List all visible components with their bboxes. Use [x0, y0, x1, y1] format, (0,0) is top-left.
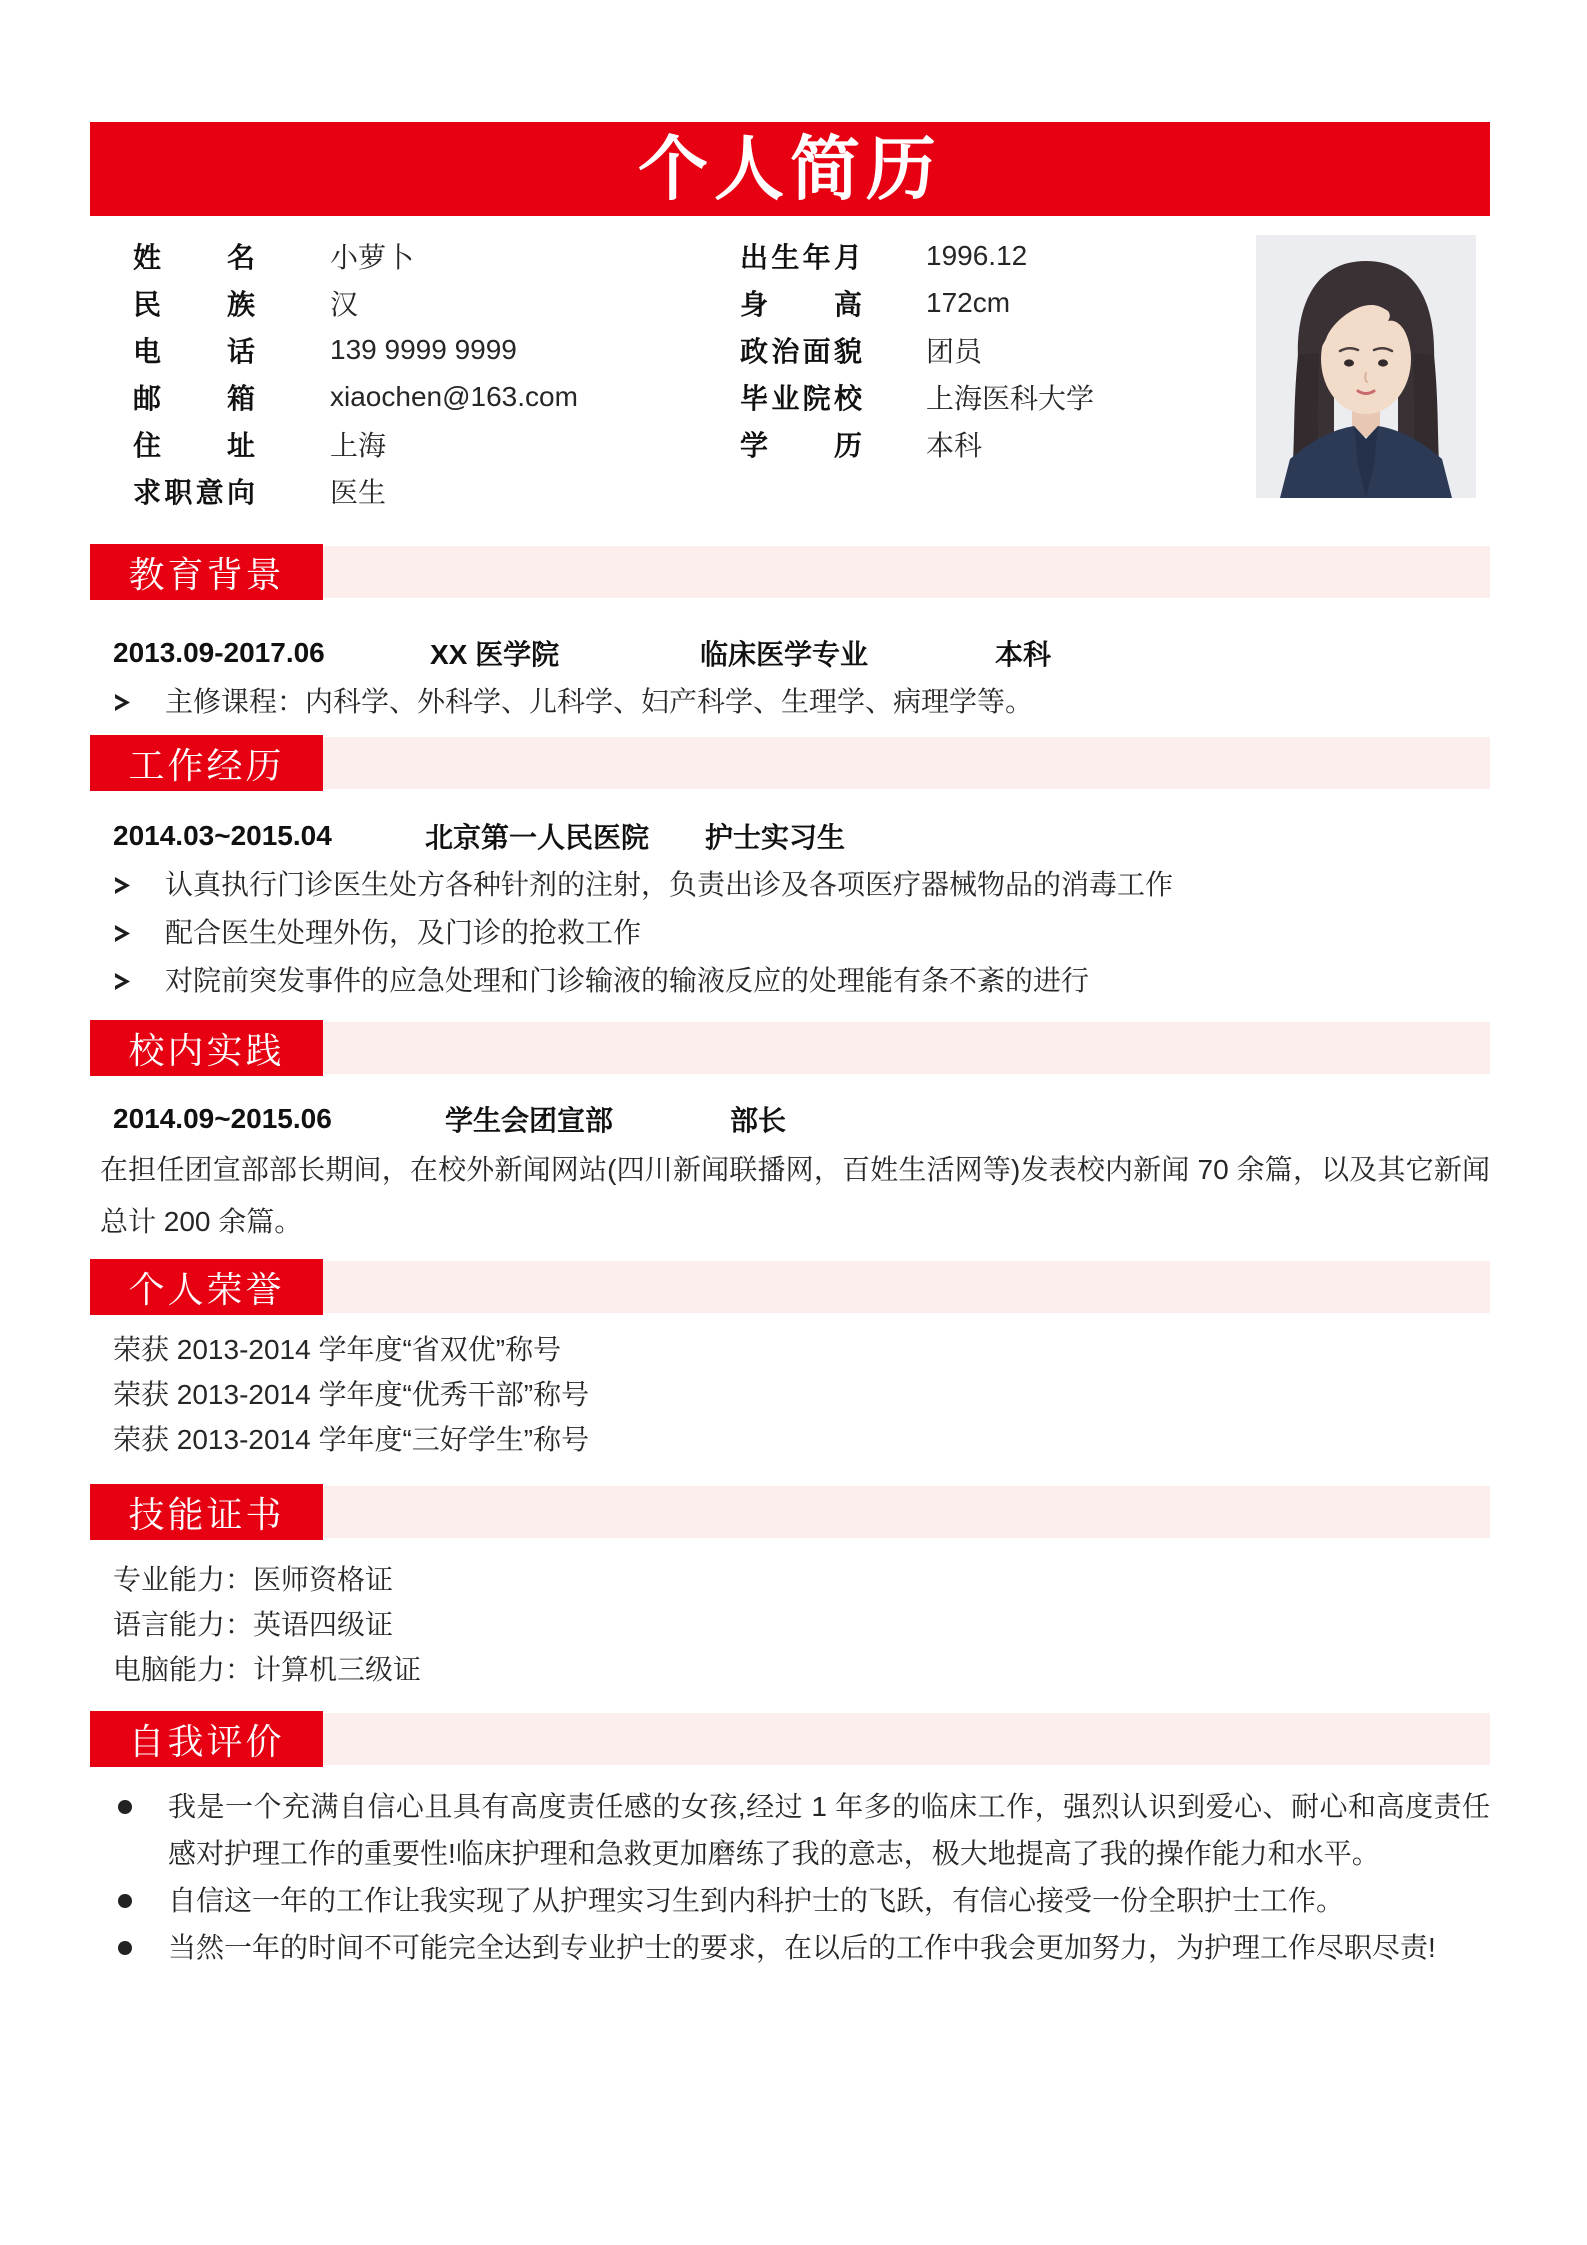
- field-value: 上海: [330, 429, 387, 461]
- section-title: 校内实践: [90, 1020, 323, 1076]
- work-date: 2014.03~2015.04: [113, 820, 332, 851]
- section-title: 教育背景: [90, 544, 323, 600]
- page-title: 个人简历: [638, 130, 942, 208]
- list-item: [90, 1783, 1490, 1877]
- work-organization: 北京第一人民医院: [425, 822, 650, 853]
- field-value: 上海医科大学: [926, 382, 1095, 414]
- field-value: 172cm: [926, 286, 1011, 318]
- section-header-strip: [90, 737, 1490, 789]
- section-title: 工作经历: [90, 735, 323, 791]
- honor-item: 荣获 2013-2014 学年度“三好学生”称号: [113, 1424, 590, 1455]
- field-label: 学历: [740, 429, 862, 461]
- resume-banner: [90, 122, 1490, 216]
- list-item: [90, 1877, 1490, 1924]
- education-bullets: [90, 678, 1490, 726]
- field-value: 医生: [330, 476, 387, 508]
- section-personal-honors: [90, 1261, 1490, 1462]
- work-bullets: [90, 861, 1490, 1005]
- dot-bullet-icon: [118, 1941, 132, 1955]
- practice-role: 部长: [730, 1105, 787, 1136]
- field-value: 汉: [330, 288, 359, 320]
- dot-bullet-icon: [118, 1800, 132, 1814]
- profile-info-section: [90, 232, 1490, 514]
- profile-photo: [1256, 235, 1476, 498]
- section-education: [90, 546, 1490, 726]
- work-entry: [113, 811, 1490, 861]
- section-header-strip: [90, 1022, 1490, 1074]
- field-label: 住址: [133, 429, 255, 461]
- arrow-bullet-icon: [115, 877, 130, 894]
- field-ethnicity: [133, 279, 740, 326]
- section-header-strip: [90, 546, 1490, 598]
- field-email: [133, 373, 740, 420]
- list-item: [90, 957, 1490, 1005]
- field-name: [133, 232, 740, 279]
- bullet-text: 对院前突发事件的应急处理和门诊输液的输液反应的处理能有条不紊的进行: [165, 965, 1090, 996]
- skills-list: [90, 1557, 1490, 1692]
- section-self-evaluation: [90, 1713, 1490, 1971]
- work-role: 护士实习生: [705, 822, 846, 853]
- skill-item: 语言能力：英语四级证: [113, 1609, 394, 1640]
- bullet-text: 自信这一年的工作让我实现了从护理实习生到内科护士的飞跃，有信心接受一份全职护士工作。: [168, 1885, 1345, 1916]
- education-date: 2013.09-2017.06: [113, 637, 325, 668]
- skill-item: 电脑能力：计算机三级证: [113, 1654, 422, 1685]
- section-work-experience: [90, 737, 1490, 1005]
- field-value: 139 9999 9999: [330, 333, 517, 365]
- education-major: 临床医学专业: [700, 639, 869, 670]
- field-label: 政治面貌: [740, 335, 862, 367]
- practice-organization: 学生会团宣部: [445, 1105, 614, 1136]
- education-entry: [113, 628, 1490, 678]
- field-label: 身高: [740, 288, 862, 320]
- practice-date: 2014.09~2015.06: [113, 1103, 332, 1134]
- honor-item: 荣获 2013-2014 学年度“优秀干部”称号: [113, 1379, 590, 1410]
- bullet-text: 主修课程：内科学、外科学、儿科学、妇产科学、生理学、病理学等。: [165, 686, 1034, 717]
- field-label: 求职意向: [133, 476, 255, 508]
- list-item: [90, 861, 1490, 909]
- practice-description: 在担任团宣部部长期间，在校外新闻网站(四川新闻联播网，百姓生活网等)发表校内新闻 70 余篇，以及其它新闻总计 200 余篇。: [100, 1154, 1490, 1237]
- honors-list: [90, 1327, 1490, 1462]
- evaluation-list: [90, 1783, 1490, 1971]
- field-label: 电话: [133, 335, 255, 367]
- field-value: 团员: [926, 335, 983, 367]
- field-phone: [133, 326, 740, 373]
- section-title: 个人荣誉: [90, 1259, 323, 1315]
- field-label: 民族: [133, 288, 255, 320]
- bullet-text: 我是一个充满自信心且具有高度责任感的女孩,经过 1 年多的临床工作，强烈认识到爱心、耐心和高度责任感对护理工作的重要性!临床护理和急救更加磨练了我的意志，极大地提高了我的操作能力和水平。: [168, 1791, 1490, 1869]
- bullet-text: 认真执行门诊医生处方各种针剂的注射，负责出诊及各项医疗器械物品的消毒工作: [165, 869, 1174, 900]
- practice-entry: [113, 1094, 1490, 1144]
- field-job-objective: [133, 467, 740, 514]
- field-label: 毕业院校: [740, 382, 862, 414]
- section-skill-certificates: [90, 1486, 1490, 1692]
- field-address: [133, 420, 740, 467]
- section-campus-practice: [90, 1022, 1490, 1248]
- education-school: XX 医学院: [430, 639, 560, 670]
- field-label: 邮箱: [133, 382, 255, 414]
- list-item: [90, 1924, 1490, 1971]
- profile-column-left: [133, 232, 740, 514]
- section-title: 自我评价: [90, 1711, 323, 1767]
- section-header-strip: [90, 1486, 1490, 1538]
- list-item: [90, 678, 1490, 726]
- field-value: 1996.12: [926, 239, 1028, 271]
- honor-item: 荣获 2013-2014 学年度“省双优”称号: [113, 1334, 562, 1365]
- section-header-strip: [90, 1713, 1490, 1765]
- bullet-text: 当然一年的时间不可能完全达到专业护士的要求，在以后的工作中我会更加努力，为护理工作尽职尽责!: [168, 1932, 1436, 1963]
- field-label: 姓名: [133, 241, 255, 273]
- field-value: xiaochen@163.com: [330, 380, 578, 412]
- field-value: 本科: [926, 429, 983, 461]
- section-title: 技能证书: [90, 1484, 323, 1540]
- dot-bullet-icon: [118, 1894, 132, 1908]
- bullet-text: 配合医生处理外伤，及门诊的抢救工作: [165, 917, 642, 948]
- skill-item: 专业能力：医师资格证: [113, 1564, 394, 1595]
- arrow-bullet-icon: [115, 973, 130, 990]
- field-label: 出生年月: [740, 241, 862, 273]
- arrow-bullet-icon: [115, 694, 130, 711]
- section-header-strip: [90, 1261, 1490, 1313]
- education-degree: 本科: [995, 639, 1052, 670]
- list-item: [90, 909, 1490, 957]
- arrow-bullet-icon: [115, 925, 130, 942]
- field-value: 小萝卜: [330, 241, 415, 273]
